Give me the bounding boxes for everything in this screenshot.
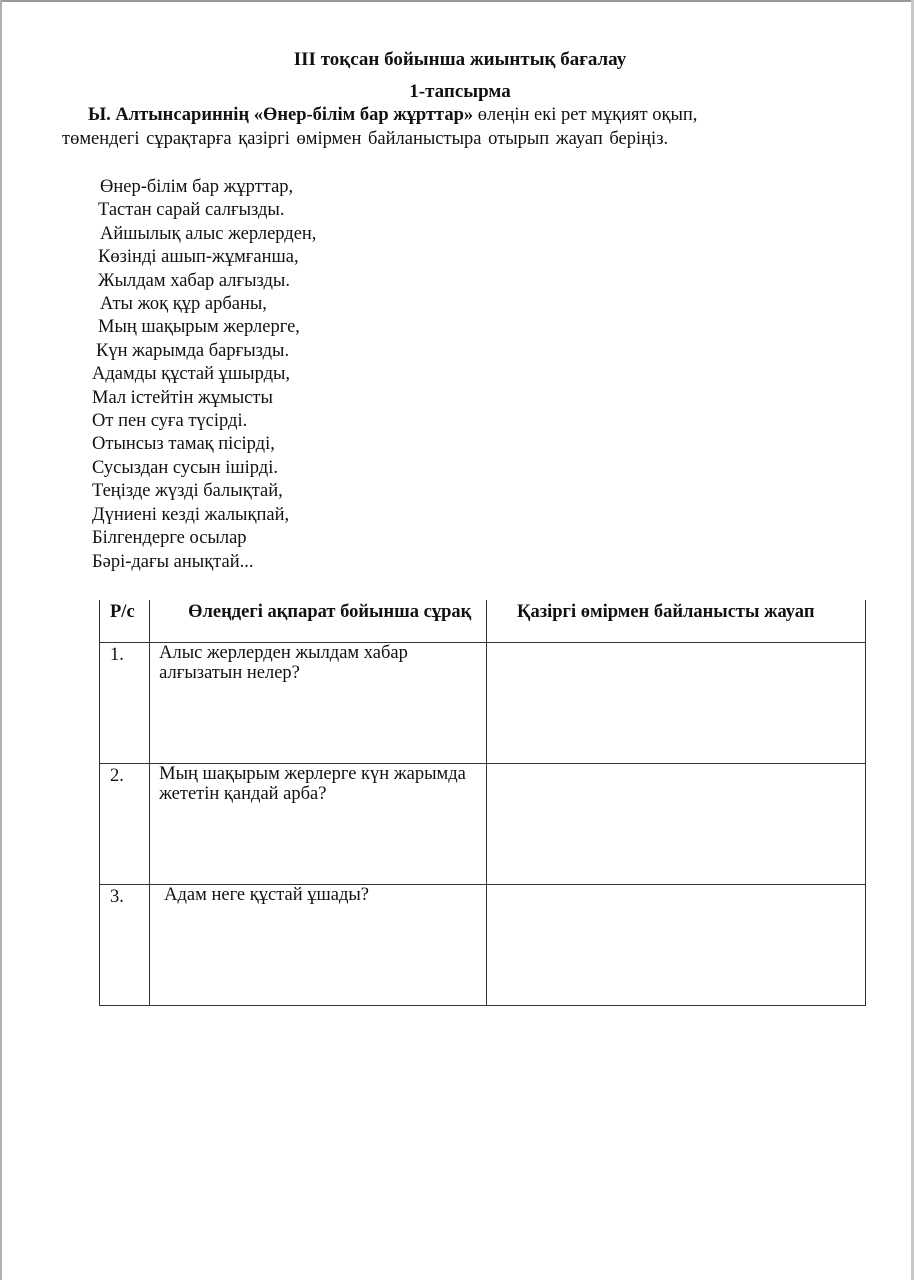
answer-table	[99, 600, 866, 1006]
row-num: 1.	[100, 643, 150, 764]
answer-cell[interactable]	[487, 764, 866, 885]
table-row	[100, 764, 866, 885]
row-num: 2.	[100, 764, 150, 885]
poem-line: Теңізде жүзді балықтай,	[92, 481, 283, 502]
header-answer: Қазіргі өмірмен байланысты жауап	[487, 600, 866, 643]
row-question-line-2: жететін қандай арба?	[159, 784, 327, 804]
poem-line: Мал істейтін жұмысты	[92, 387, 273, 408]
poem-line: Көзінді ашып-жұмғанша,	[98, 247, 299, 268]
table-row	[100, 643, 866, 764]
row-num: 3.	[100, 885, 150, 1006]
poem-line: Мың шақырым жерлерге,	[98, 317, 300, 338]
poem-line: От пен суға түсірді.	[92, 411, 248, 432]
poem	[90, 176, 316, 574]
instruction-line-2: төмендегі сұрақтарға қазіргі өмірмен байланыстыра отырып жауап беріңіз.	[62, 129, 669, 149]
poem-line: Күн жарымда барғызды.	[96, 340, 290, 361]
poem-line: Дүниені кезді жалықпай,	[92, 504, 290, 525]
row-question: Адам неге құстай ұшады?	[150, 885, 487, 1006]
header-question: Өлеңдегі ақпарат бойынша сұрақ	[150, 600, 487, 643]
header-num: Р/с	[100, 600, 150, 643]
answer-cell[interactable]	[487, 643, 866, 764]
answer-cell[interactable]	[487, 885, 866, 1006]
row-question-line-1: Мың шақырым жерлерге күн жарымда	[159, 764, 466, 784]
poem-line: Бәрі-дағы анықтай...	[92, 551, 254, 572]
poem-line: Жылдам хабар алғызды.	[98, 270, 290, 291]
task-title: 1-тапсырма	[409, 81, 511, 102]
instruction-author-work: Ы. Алтынсариннің «Өнер-білім бар жұрттар»	[88, 105, 474, 125]
poem-line: Аты жоқ құр арбаны,	[100, 294, 267, 315]
table-row	[100, 885, 866, 1006]
poem-line: Білгендерге осылар	[92, 528, 247, 549]
page-edge-left	[0, 0, 2, 1280]
poem-line: Тастан сарай салғызды.	[98, 200, 285, 221]
poem-line: Айшылық алыс жерлерден,	[100, 223, 317, 244]
page-title: ІІІ тоқсан бойынша жиынтық бағалау	[293, 49, 627, 70]
task-instruction	[62, 103, 852, 151]
row-question	[150, 764, 487, 885]
page-edge-top	[0, 0, 914, 2]
poem-line: Адамды құстай ұшырды,	[92, 364, 291, 385]
poem-line: Отынсыз тамақ пісірді,	[92, 434, 275, 455]
poem-line: Сусыздан сусын ішірді.	[92, 457, 278, 478]
instruction-line-1-rest: өлеңін екі рет мұқият оқып,	[473, 105, 698, 125]
poem-line: Өнер-білім бар жұрттар,	[100, 177, 294, 197]
instruction-line-1	[62, 103, 852, 127]
table-header-row	[100, 600, 866, 643]
row-question: Алыс жерлерден жылдам хабар алғызатын нелер?	[150, 643, 487, 764]
